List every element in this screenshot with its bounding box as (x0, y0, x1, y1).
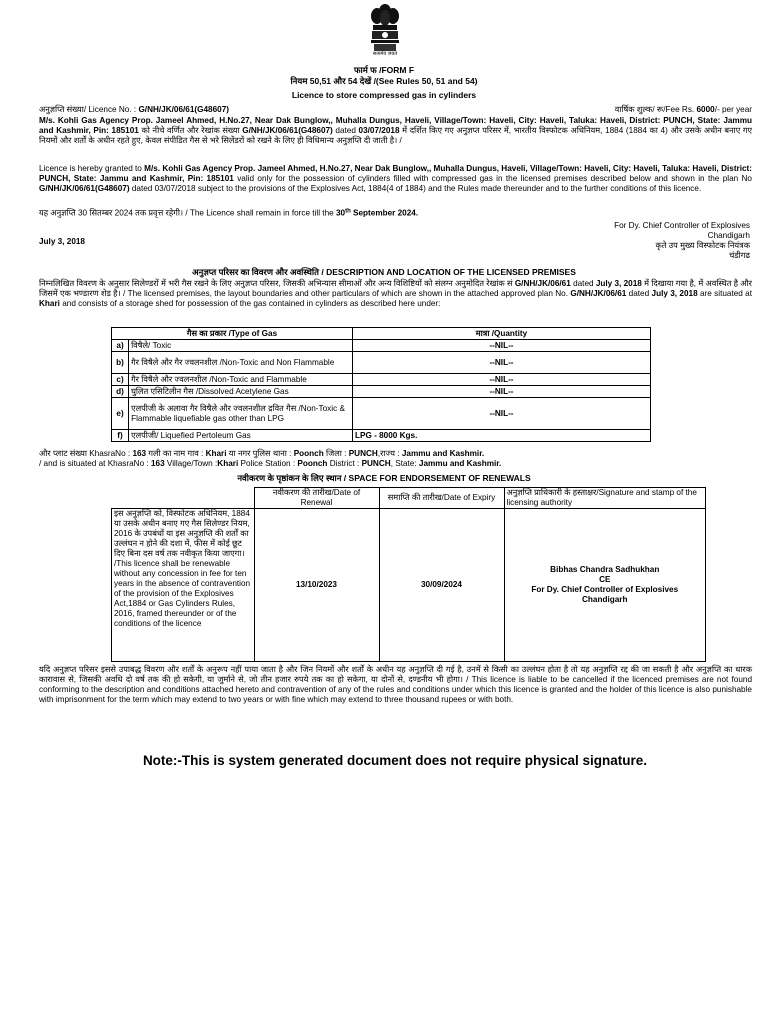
gas-quantity: --NIL-- (353, 352, 651, 374)
signatory-line-4: चंडीगढ (729, 251, 750, 260)
table-row (112, 386, 651, 398)
location-line-hindi (39, 449, 752, 459)
fee-line (460, 105, 752, 115)
premises-plan: G/NH/JK/06/61 (514, 279, 571, 288)
police-station: Poonch (293, 449, 324, 458)
validity-line (39, 206, 752, 219)
licensee-details-english: M/s. Kohli Gas Agency Prop. Jameel Ahmed, H.No.27, Near Dak Bunglow,, Muhalla Dungus, Haveli, Village/Town: Haveli, City: Haveli, Taluka: Haveli, District: PUNCH, State: Jammu and Kashmir, Pin: 185101 (39, 164, 753, 183)
fee-suffix: /- per year (714, 105, 752, 114)
plan-number: G/NH/JK/06/61(G48607) (242, 126, 333, 135)
row-label: b) (112, 352, 129, 374)
village: Khari (217, 459, 239, 468)
licensee-details: M/s. Kohli Gas Agency Prop. Jameel Ahmed, H.No.27, Near Dak Bunglow,, Muhalla Dungus, Haveli, Village/Town: Haveli, City: Haveli, Taluka: Haveli, District: PUNCH, State: Jammu and Kashmir, Pin: 185101 (39, 116, 752, 135)
expiry-date: 30/09/2024 (379, 509, 504, 662)
empty-header-cell (112, 488, 255, 509)
gas-type-header: गैस का प्रकार /Type of Gas (112, 328, 353, 340)
premises-dated-2: dated (626, 289, 652, 298)
location-text: Police Station : (238, 459, 298, 468)
gas-quantity: --NIL-- (353, 398, 651, 430)
village: Khari (205, 449, 227, 458)
emblem-motto: सत्यमेव जयते (372, 51, 398, 57)
renewal-table-header (112, 488, 706, 509)
gas-table-header (112, 328, 651, 340)
signatory-block (480, 221, 750, 261)
authority-designation: CE (599, 575, 611, 584)
table-row (112, 509, 706, 662)
gas-quantity: --NIL-- (353, 386, 651, 398)
gas-type: एलपीजी के अलावा गैर विषैले और ज्वलनशील द्रवित गैस /Non-Toxic & Flammable liquefiable gas other than LPG (129, 398, 353, 430)
gas-type: घुलित एसिटिलीन गैस /Dissolved Acetylene Gas (129, 386, 353, 398)
location-text: गली का नाम गाव : (146, 449, 206, 458)
premises-place: Khari (39, 299, 60, 308)
premises-paragraph (39, 279, 752, 309)
authority-for: For Dy. Chief Controller of Explosives (531, 585, 679, 594)
authority-place: Chandigarh (582, 595, 628, 604)
form-title: फार्म फ /FORM F (353, 65, 415, 75)
location-text: और प्लाट संख्या KhasraNo : (39, 449, 133, 458)
signatory-line-3: कृते उप मुख्य विस्फोटक नियंत्रक (655, 241, 750, 250)
gas-quantity: --NIL-- (353, 374, 651, 386)
renewal-date-header: नवीकरण की तारीख/Date of Renewal (254, 488, 379, 509)
state: Jammu and Kashmir. (418, 459, 502, 468)
gas-type: गैर विषैले और गैर ज्वलनशील /Non-Toxic and Non Flammable (129, 352, 353, 374)
gas-type: एलपीजी/ Liquefied Pertoleum Gas (129, 430, 353, 442)
location-text: जिला : (323, 449, 349, 458)
location-line-english (39, 459, 752, 469)
premises-date: July 3, 2018 (595, 279, 642, 288)
table-row (112, 374, 651, 386)
location-text: या नगर पुलिस थाना : (226, 449, 294, 458)
premises-text-1: निम्नलिखित विवरण के अनुसार सिलेण्डरों में भरी गैस रखने के लिए अनुज्ञप्त परिसर, जिसकी अभिन्यास सीमाओं और अन्य विशिष्टियों को संलग्न अनुमोदित रेखांक सं (39, 279, 515, 288)
validity-day: 30 (335, 208, 346, 218)
grant-english-text-3: dated 03/07/2018 subject to the provisions of the Explosives Act, 1884(4 of 1884) and the Rules made thereunder and to the further conditions of this licence. (129, 184, 702, 193)
signatory-line-1: For Dy. Chief Controller of Explosives (614, 221, 750, 230)
premises-text-4: and consists of a storage shed for possession of the gas contained in cylinders as described here under: (59, 299, 441, 308)
table-row (112, 352, 651, 374)
licence-number-label: अनुज्ञप्ति संख्या/ Licence No. : (39, 105, 139, 114)
renewal-table (111, 487, 706, 662)
gas-type: गैर विषैले और ज्वलनशील /Non-Toxic and Flammable (129, 374, 353, 386)
licence-number-line (39, 105, 339, 115)
premises-plan-2: G/NH/JK/06/61 (570, 289, 627, 298)
gas-quantity: LPG - 8000 Kgs. (353, 430, 651, 442)
location-text: District : (327, 459, 362, 468)
expiry-date-header: समाप्ति की तारीख/Date of Expiry (379, 488, 504, 509)
issue-date: July 3, 2018 (39, 237, 85, 246)
licence-number: G/NH/JK/06/61(G48607) (138, 105, 229, 114)
location-text: / and is situated at KhasraNo : (39, 459, 151, 468)
plan-number-english: G/NH/JK/06/61(G48607) (39, 184, 130, 193)
grant-hindi-text-2: dated (332, 126, 359, 135)
district: PUNCH (361, 459, 391, 468)
row-label: d) (112, 386, 129, 398)
fee-label: वार्षिक शुल्क/ रू/Fee Rs. (614, 105, 697, 114)
khasra-number: 163 (150, 459, 165, 468)
quantity-header: मात्रा /Quantity (353, 328, 651, 340)
gas-type: विषैले/ Toxic (129, 340, 353, 352)
row-label: c) (112, 374, 129, 386)
state: Jammu and Kashmir. (401, 449, 485, 458)
location-text: ,राज्य : (377, 449, 402, 458)
gas-type-table (111, 327, 651, 442)
premises-text-2: में दिखाया गया है, में अवस्थित है और जिसमें एक भण्डारण शेड है। / The licensed premises, the layout boundaries and other particulars of which are shown in the attached approved plan No. (39, 279, 752, 298)
plan-date: 03/07/2018 (358, 126, 400, 135)
khasra-number: 163 (132, 449, 147, 458)
grant-hindi-text-1: को नीचे वर्णित और रेखांक संख्या (138, 126, 243, 135)
rules-reference: नियम 50,51 और 54 देखें /(See Rules 50, 51 and 54) (290, 76, 478, 86)
cancellation-paragraph: यदि अनुज्ञप्त परिसर इससे उपाबद्ध विवरण और शर्तों के अनुरूप नहीं पाया जाता है और जिन नियमों और शर्तों के अधीन यह अनुज्ञप्ति दी गई है, उनमें से किसी का उल्लंघन होता है तो यह अनुज्ञप्ति रद्द की जा सकती है और अनुज्ञप्ति का धारक कारावास से, जिसकी अवधि दो वर्ष तक की हो सकेगी, या जुर्माने से, जो तीन हजार रुपये तक का हो सकेगा, या दोनों से, दण्डनीय भी होगा। / This licence is liable to be cancelled if the licenced premises are not found conforming to the description and conditions attached hereto and contravention of any of the rules and conditions under which this licence is granted and the holder of this licence is also punishable with imprisonment for the term which may extend to two years or with fine which may extend to three thousand rupees or with both. (39, 665, 752, 704)
signature-header: अनुज्ञप्ति प्राधिकारी के हस्ताक्षर/Signature and stamp of the licensing authority (504, 488, 706, 509)
grant-english-text-1: Licence is hereby granted to (39, 164, 145, 173)
row-label: e) (112, 398, 129, 430)
system-generated-note: Note:-This is system generated document does not require physical signature. (142, 753, 648, 768)
fee-amount: 6000 (696, 105, 715, 114)
grant-english-text-2: valid only for the possession of cylinders filled with compressed gas in the licensed premises described below and shown in the plan No (233, 174, 752, 183)
police-station: Poonch (297, 459, 328, 468)
licensing-authority (504, 509, 706, 662)
location-text: , State: (390, 459, 419, 468)
location-text: Village/Town : (164, 459, 218, 468)
renewal-heading: नवीकरण के पृष्ठांकन के लिए स्थान / SPACE FOR ENDORSEMENT OF RENEWALS (237, 473, 531, 483)
document-title: Licence to store compressed gas in cylinders (291, 90, 477, 100)
validity-day-suffix: th (345, 208, 351, 214)
renewal-date: 13/10/2023 (254, 509, 379, 662)
renewal-note: इस अनुज्ञप्ति को, विस्फोटक अधिनियम, 1884 या उसके अधीन बनाए गए गैस सिलेण्डर नियम, 2016 के उपबंधों या इस अनुज्ञप्ति की शर्तों का उल्लंघन न होने की दशा में, फीस में कोई छूट दिए बिना दस वर्ष तक नवीकृत किया जाएगा। /This licence shall be renewable without any concession in fee for ten years in the absence of contravention of the provision of the Explosives Act,1884 or Gas Cylinders Rules, 2016, framed thereunder or of the conditions of the licence (112, 509, 255, 662)
grant-hindi-text-3: में दर्शित किए गए अनुज्ञप्त परिसर में, भारतीय विस्फोटक अधिनियम, 1884 (1884 का 4) और उसके अधीन बनाए गए नियमों और शर्तों के अधीन रहते हुए, केवल संपीडित गैस से भरे सिलेंडरों को रखने के लिए ही विधिमान्य अनुज्ञप्ति दी जाती है। / (39, 126, 753, 145)
premises-date-2: July 3, 2018 (651, 289, 698, 298)
validity-month-year: September 2024. (350, 208, 419, 218)
row-label: f) (112, 430, 129, 442)
district: PUNCH (348, 449, 378, 458)
premises-dated: dated (570, 279, 596, 288)
validity-text: यह अनुज्ञप्ति 30 सितम्बर 2024 तक प्रवृत्त रहेगी। / The Licence shall remain in force till the (39, 208, 336, 218)
grant-paragraph-english (39, 164, 752, 194)
grant-paragraph-hindi (39, 116, 752, 146)
premises-text-3: are situated at (697, 289, 753, 298)
row-label: a) (112, 340, 129, 352)
authority-name: Bibhas Chandra Sadhukhan (550, 565, 660, 574)
gas-quantity: --NIL-- (353, 340, 651, 352)
signatory-line-2: Chandigarh (707, 231, 750, 240)
premises-heading: अनुज्ञप्त परिसर का विवरण और अवस्थिति / DESCRIPTION AND LOCATION OF THE LICENSED PREMISES (192, 267, 576, 277)
table-row (112, 398, 651, 430)
table-row (112, 340, 651, 352)
table-row (112, 430, 651, 442)
